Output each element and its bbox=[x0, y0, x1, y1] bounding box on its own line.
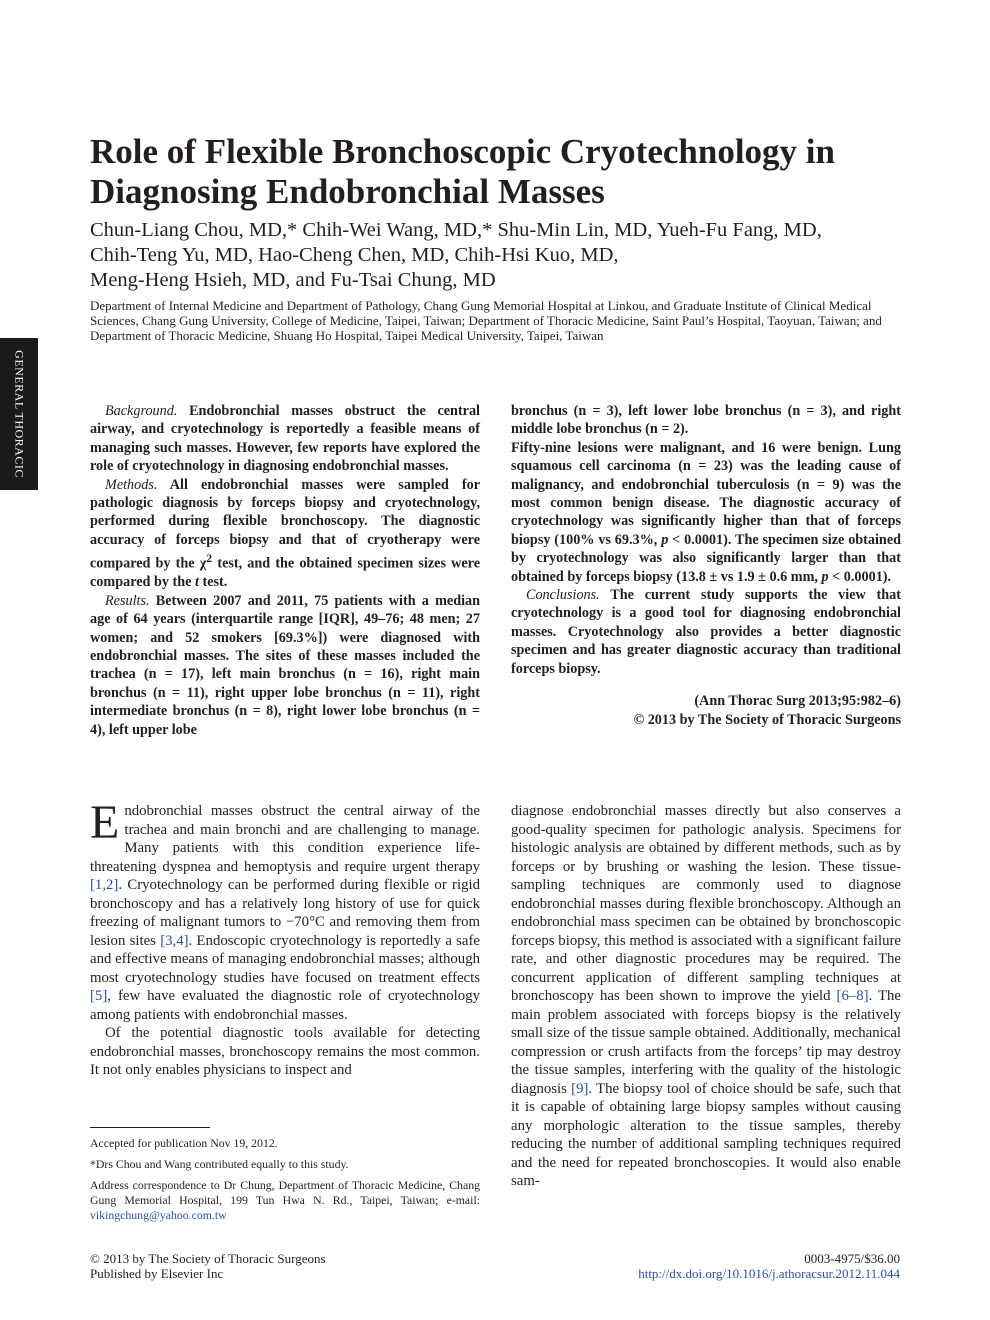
abstract-results-cont: bronchus (n = 3), left lower lobe bronchus (n = 3), and right middle lobe bronchus (n = 2). bbox=[511, 403, 901, 438]
abstract-results-findings bbox=[511, 439, 901, 586]
body-text: diagnose endobronchial masses directly but also conserves a good-quality specimen for pathologic analysis. Specimens for histologic analysis are obtained by different methods, such as by forceps or by brushing or washing the lesion. These tissue-sampling techniques are commonly used to diagnose endobronchial masses during flexible bronchoscopy. Although an endobronchial mass specimen can be obtained by bronchoscopic forceps biopsy, this method is associated with a significant failure rate, and other diagnostic procedures may be required. The concurrent application of different sampling techniques at bronchoscopy has been shown to improve the yield bbox=[511, 803, 901, 1004]
background-text: Endobronchial masses obstruct the central airway, and cryotechnology is reportedly a feasible means of managing such masses. However, few reports have explored the role of cryotechnology in diagnosing endobronchial masses. bbox=[90, 403, 481, 475]
article-title: Role of Flexible Bronchoscopic Cryotechnology in Diagnosing Endobronchial Masses bbox=[90, 132, 835, 211]
chi-superscript: 2 bbox=[206, 551, 213, 566]
intro-paragraph-1 bbox=[90, 796, 480, 1024]
abstract-right-column bbox=[511, 402, 901, 729]
section-side-tab-label: GENERAL THORACIC bbox=[12, 350, 27, 478]
author-line: Chun-Liang Chou, MD,* Chih-Wei Wang, MD,* Shu-Min Lin, MD, Yueh-Fu Fang, MD, bbox=[90, 219, 822, 241]
author-line: Chih-Teng Yu, MD, Hao-Cheng Chen, MD, Chih-Hsi Kuo, MD, bbox=[90, 244, 619, 266]
abstract-copyright: © 2013 by The Society of Thoracic Surgeons bbox=[633, 711, 901, 728]
abstract-methods bbox=[90, 476, 480, 592]
footnotes bbox=[90, 1136, 480, 1229]
results-label: Results. bbox=[105, 592, 150, 609]
footer-publisher: Published by Elsevier Inc bbox=[90, 1266, 224, 1281]
reference-link[interactable]: [1,2] bbox=[90, 877, 119, 893]
abstract-left-column bbox=[90, 402, 480, 739]
methods-text-3: test. bbox=[202, 574, 228, 591]
author-list bbox=[90, 218, 920, 293]
body-text: . The main problem associated with forceps biopsy is the relatively small size of the tissue sample obtained. Additionally, mechanical compression or crush artifacts from the forceps’ tip may destroy the tissue samples, interfering with the quality of the histologic diagnosis bbox=[511, 988, 901, 1097]
results-findings-text-2: < 0.0001). The specimen size obtained by cryotechnology was also significantly larger than that obtained by forceps biopsy (13.8 ± vs 1.9 ± 0.6 mm, bbox=[511, 531, 902, 585]
reference-link[interactable]: [9] bbox=[571, 1080, 589, 1097]
citation: (Ann Thorac Surg 2013;95:982–6) bbox=[694, 693, 901, 710]
abstract-conclusions bbox=[511, 586, 901, 678]
reference-link[interactable]: [5] bbox=[90, 988, 108, 1004]
footnote-accepted: Accepted for publication Nov 19, 2012. bbox=[90, 1136, 278, 1150]
intro-text: , few have evaluated the diagnostic role of cryotechnology among patients with endobronchial masses. bbox=[90, 988, 480, 1023]
methods-text-2: test, and the obtained specimen sizes were compared by the bbox=[90, 555, 481, 591]
footnote-divider bbox=[90, 1127, 210, 1128]
intro-paragraph-2: Of the potential diagnostic tools available for detecting endobronchial masses, bronchoscopy remains the most common. It not only enables physicians to inspect and bbox=[90, 1025, 480, 1078]
address-text: Address correspondence to Dr Chung, Department of Thoracic Medicine, Chang Gung Memorial Hospital, 199 Tun Hwa N. Rd., Taipei, Taiwan; e-mail: bbox=[90, 1178, 480, 1207]
chi-symbol: χ bbox=[199, 555, 207, 572]
footer-issn: 0003-4975/$36.00 bbox=[804, 1251, 900, 1266]
conclusions-text: The current study supports the view that cryotechnology is a good tool for diagnosing endobronchial masses. Cryotechnology also provides a better diagnostic specimen and has greater diagnostic accuracy than traditional forceps biopsy. bbox=[511, 587, 901, 677]
p-symbol: p bbox=[661, 531, 669, 548]
reference-link[interactable]: [3,4] bbox=[160, 932, 189, 949]
intro-text: . Cryotechnology can be performed during flexible or rigid bronchoscopy and has a relatively long history of use for quick freezing of malignant tumors to −70°C and removing them from lesion sites bbox=[90, 877, 480, 949]
conclusions-label: Conclusions. bbox=[526, 587, 600, 604]
t-symbol: t bbox=[194, 574, 199, 591]
drop-cap: E bbox=[90, 796, 120, 849]
doi-link[interactable]: http://dx.doi.org/10.1016/j.athoracsur.2012.11.044 bbox=[638, 1266, 900, 1281]
methods-label: Methods. bbox=[105, 476, 158, 493]
email-link[interactable]: vikingchung@yahoo.com.tw bbox=[90, 1208, 227, 1222]
page-footer-left bbox=[90, 1251, 326, 1281]
intro-text: . Endoscopic cryotechnology is reportedly a safe and effective means of managing endobronchial masses; although most cryotechnology studies have focused on treatment effects bbox=[90, 932, 480, 986]
footnote-address bbox=[90, 1178, 480, 1223]
body-text: . The biopsy tool of choice should be safe, such that it is capable of obtaining large biopsy samples without causing any morphologic alteration to the tissue samples, thereby reducing the number of additional sampling techniques required and the need for repeated bronchoscopies. It would also enable sam- bbox=[511, 1080, 901, 1189]
background-label: Background. bbox=[105, 403, 178, 419]
page-footer-right bbox=[560, 1251, 900, 1281]
intro-text: ndobronchial masses obstruct the central airway of the trachea and main bronchi and are challenging to manage. Many patients with this condition experience life-threatening dyspnea and hemoptysis and require urgent therapy bbox=[90, 803, 480, 875]
results-findings-text-3: < 0.0001). bbox=[832, 568, 892, 585]
intro-paragraph-2-cont bbox=[511, 802, 901, 1191]
results-findings-text: Fifty-nine lesions were malignant, and 16 were benign. Lung squamous cell carcinoma (n = 23) was the leading cause of malignancy, and endobronchial tuberculosis (n = 9) was the most common benign disease. The diagnostic accuracy of cryotechnology was significantly higher than that of forceps biopsy (100% vs 69.3%, bbox=[511, 439, 901, 548]
affiliations: Department of Internal Medicine and Department of Pathology, Chang Gung Memorial Hospital at Linkou, and Graduate Institute of Clinical Medical Sciences, Chang Gung University, College of Medicine, Taipei, Taiwan; Department of Thoracic Medicine, Saint Paul’s Hospital, Taoyuan, Taiwan; and Department of Thoracic Medicine, Shuang Ho Hospital, Taipei Medical University, Taipei, Taiwan bbox=[90, 298, 882, 343]
reference-link[interactable]: [6–8] bbox=[836, 988, 869, 1004]
results-text: Between 2007 and 2011, 75 patients with a median age of 64 years (interquartile range [IQR], 49–76; 48 men; 27 women; and 52 smokers [69.3%]) were diagnosed with endobronchial masses. The sites of these masses included the trachea (n = 17), left main bronchus (n = 16), right main bronchus (n = 11), right upper lobe bronchus (n = 11), right intermediate bronchus (n = 8), right lower lobe bronchus (n = 4), left upper lobe bbox=[90, 592, 481, 738]
body-right-column bbox=[511, 802, 901, 1191]
abstract-background bbox=[90, 402, 480, 476]
footnote-equal-contribution: *Drs Chou and Wang contributed equally to this study. bbox=[90, 1157, 349, 1171]
body-left-column bbox=[90, 796, 480, 1080]
author-line: Meng-Heng Hsieh, MD, and Fu-Tsai Chung, MD bbox=[90, 269, 496, 291]
footer-copyright: © 2013 by The Society of Thoracic Surgeons bbox=[90, 1251, 326, 1266]
abstract-results bbox=[90, 592, 480, 739]
methods-text: All endobronchial masses were sampled for pathologic diagnosis by forceps biopsy and cryotechnology, performed during flexible bronchoscopy. The diagnostic accuracy of forceps biopsy and that of cryotherapy were compared by the bbox=[90, 476, 480, 572]
p-symbol: p bbox=[821, 568, 829, 585]
section-side-tab bbox=[0, 338, 38, 490]
